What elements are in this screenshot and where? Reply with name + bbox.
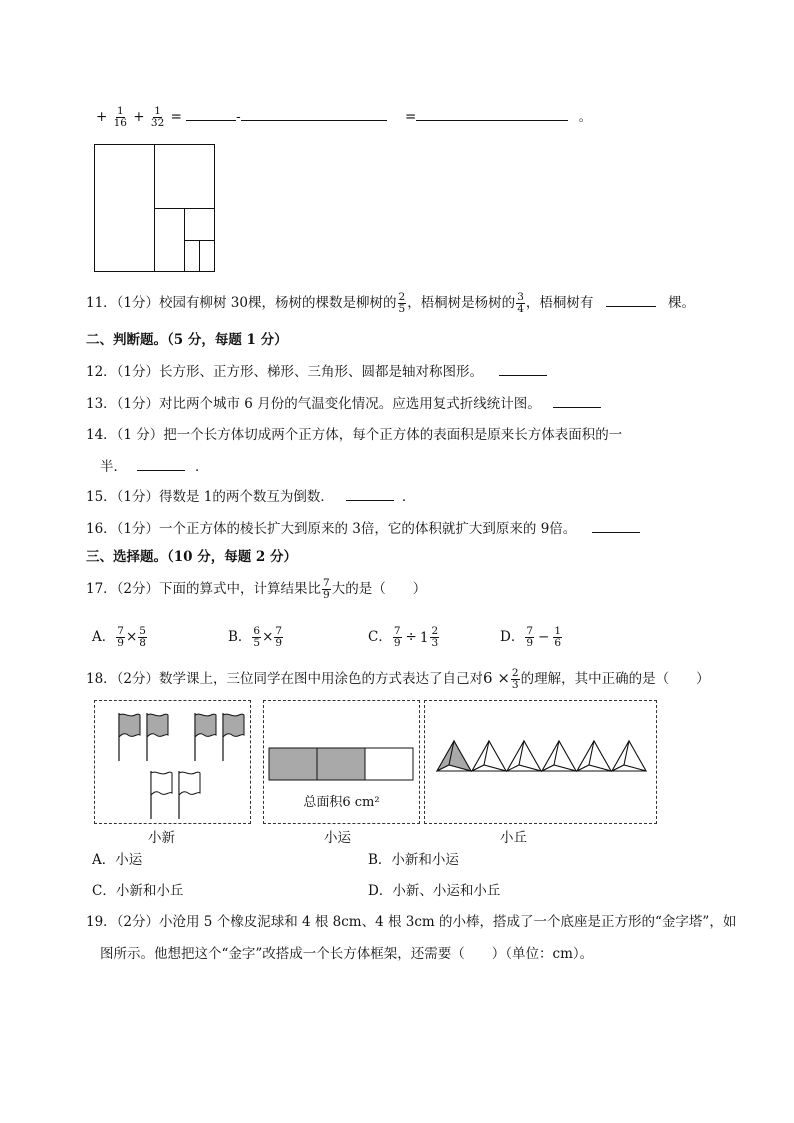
period: 。 bbox=[578, 109, 593, 125]
question-11: 11．（1分）校园有柳树 30棵，杨树的棵数是柳树的 $\frac{2}{5}$ ，梧桐树是杨树的 $\frac{3}{4}$ ，梧桐树有 棵。 bbox=[86, 291, 695, 315]
flag-icon bbox=[223, 713, 244, 761]
question-14-line1: 14．（1 分）把一个长方体切成两个正方体，每个正方体的表面积是原来长方体表面积的一 bbox=[86, 427, 623, 443]
flag-icon bbox=[119, 713, 140, 761]
caption-xiaoqiu: 小丘 bbox=[500, 830, 527, 846]
fraction-3-4: $\frac{3}{4}$ bbox=[517, 291, 524, 315]
flag-icon bbox=[151, 771, 172, 819]
pyramid-icon bbox=[542, 741, 576, 771]
option-18-c[interactable]: C．小新和小丘 bbox=[92, 883, 184, 899]
answer-blank[interactable] bbox=[592, 518, 640, 533]
flags-figure-box bbox=[94, 700, 251, 824]
question-18: 18．（2分）数学课上，三位同学在图中用涂色的方式表达了自己对6 × $\frac{2}{3}$ 的理解，其中正确的是（ ） bbox=[86, 667, 710, 691]
section-2-heading: 二、判断题。（5 分，每题 1 分） bbox=[86, 332, 288, 348]
pyramid-icon bbox=[577, 741, 611, 771]
equals-sign: = bbox=[170, 109, 182, 125]
plus-sign: + bbox=[96, 109, 108, 125]
question-15: 15．（1分）得数是 1的两个数互为倒数． ． bbox=[86, 486, 415, 507]
pyramid-icon bbox=[437, 741, 471, 771]
option-17-c[interactable]: C． $\frac{7}{9}$ ÷ 1 $\frac{2}{3}$ bbox=[368, 625, 439, 649]
question-12: 12．（1分）长方形、正方形、梯形、三角形、圆都是轴对称图形。 bbox=[86, 361, 547, 382]
plus-sign: + bbox=[133, 109, 145, 125]
rectangle-figure-box bbox=[263, 700, 420, 824]
section-3-heading: 三、选择题。（10 分，每题 2 分） bbox=[86, 549, 298, 565]
question-14-line2: 半． ． bbox=[100, 456, 209, 477]
question-16: 16．（1分）一个正方体的棱长扩大到原来的 3倍，它的体积就扩大到原来的 9倍。 bbox=[86, 518, 640, 539]
flag-icon bbox=[179, 771, 200, 819]
caption-xiaoyun: 小运 bbox=[324, 830, 351, 846]
fraction-7-9: $\frac{7}{9}$ bbox=[323, 577, 330, 601]
pyramid-icon bbox=[612, 741, 646, 771]
answer-blank[interactable] bbox=[499, 361, 547, 376]
answer-blank[interactable] bbox=[346, 486, 394, 501]
caption-xiaoxin: 小新 bbox=[148, 830, 175, 846]
option-17-d[interactable]: D． $\frac{7}{9}$ − $\frac{1}{6}$ bbox=[500, 625, 562, 649]
option-18-a[interactable]: A．小运 bbox=[92, 852, 143, 868]
question-19-line1: 19．（2分）小沧用 5 个橡皮泥球和 4 根 8cm、4 根 3cm 的小棒，搭成了一个底座是正方形的“金字塔”，如 bbox=[86, 914, 737, 930]
fraction-1-32: $\frac{1}{32}$ bbox=[150, 105, 165, 129]
fraction-2-3: $\frac{2}{3}$ bbox=[511, 667, 519, 691]
option-17-a[interactable]: A． $\frac{7}{9}$ × $\frac{5}{8}$ bbox=[92, 625, 146, 649]
pyramid-icon bbox=[507, 741, 541, 771]
square-subdivision-diagram bbox=[94, 144, 215, 272]
equals-sign: = bbox=[405, 109, 417, 125]
flag-icon bbox=[147, 713, 168, 761]
minus-sign: - bbox=[236, 109, 241, 125]
pyramids-figure-box bbox=[424, 700, 657, 824]
question-19-line2: 图所示。他想把这个“金字”改搭成一个长方体框架，还需要（ ）（单位：cm）。 bbox=[100, 946, 594, 962]
question-13: 13．（1分）对比两个城市 6 月份的气温变化情况。应选用复式折线统计图。 bbox=[86, 393, 601, 414]
answer-blank[interactable] bbox=[553, 393, 601, 408]
answer-blank[interactable] bbox=[241, 106, 387, 121]
option-18-d[interactable]: D．小新、小运和小丘 bbox=[368, 883, 501, 899]
answer-blank[interactable] bbox=[137, 456, 185, 471]
answer-blank[interactable] bbox=[606, 292, 656, 307]
flag-icon bbox=[195, 713, 216, 761]
answer-blank[interactable] bbox=[416, 106, 568, 121]
pyramid-icon bbox=[472, 741, 506, 771]
q10-equation-line bbox=[96, 106, 592, 129]
fraction-2-5: $\frac{2}{5}$ bbox=[398, 291, 406, 315]
answer-blank[interactable] bbox=[186, 106, 236, 121]
total-area-label: 总面积6 cm² bbox=[303, 795, 380, 810]
option-17-b[interactable]: B． $\frac{6}{5}$ × $\frac{7}{9}$ bbox=[228, 625, 283, 649]
question-17: 17．（2分）下面的算式中，计算结果比 $\frac{7}{9}$ 大的是（ ） bbox=[86, 577, 427, 601]
option-18-b[interactable]: B．小新和小运 bbox=[368, 852, 459, 868]
fraction-1-16: $\frac{1}{16}$ bbox=[113, 105, 127, 129]
